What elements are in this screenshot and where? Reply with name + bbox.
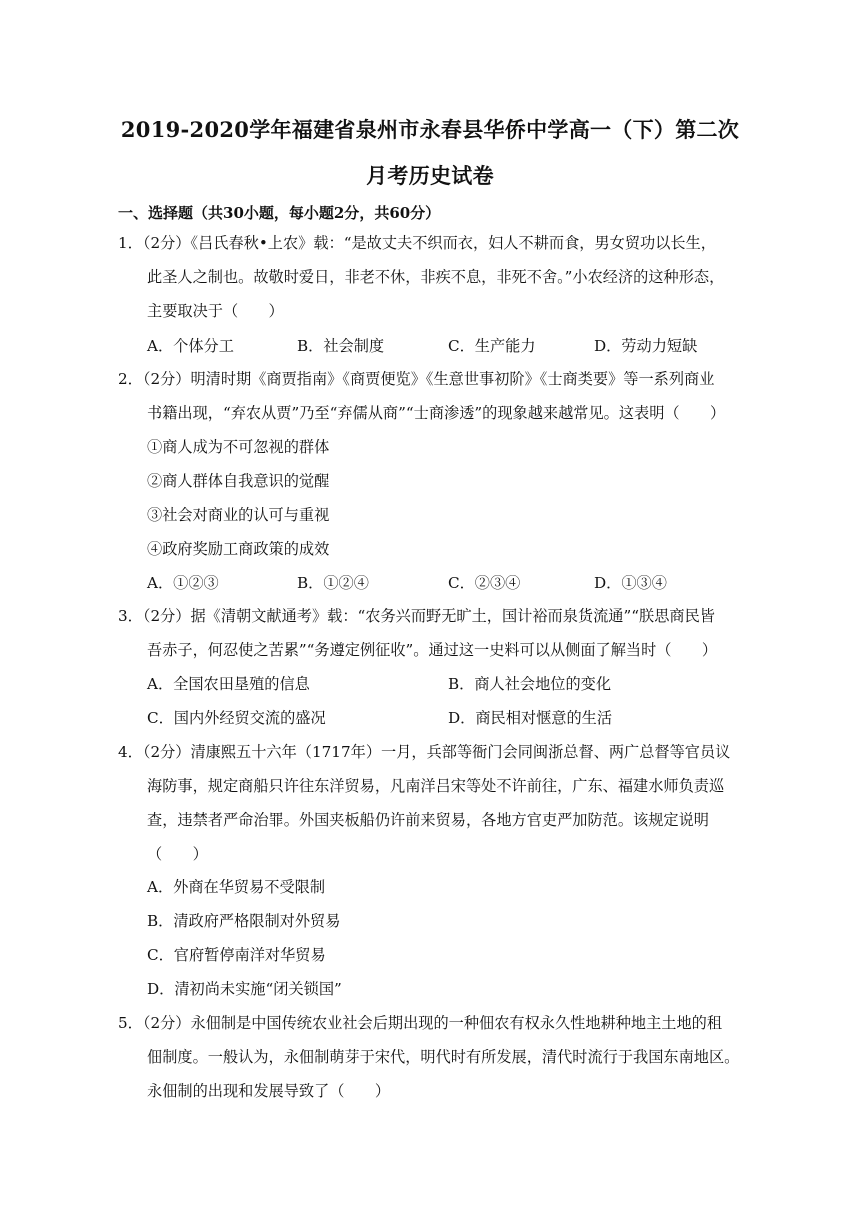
option-c: C．②③④ [448, 574, 521, 592]
question-text-line: 此圣人之制也。故敬时爱日，非老不休，非疾不息，非死不舍。”小农经济的这种形态， [147, 268, 725, 286]
question-text-line: 海防事，规定商船只许往东洋贸易，凡南洋吕宋等处不许前往，广东、福建水师负责巡 [147, 777, 725, 795]
option-a: A．个体分工 [147, 337, 234, 355]
option-a: A．①②③ [147, 574, 219, 592]
statement-1: ①商人成为不可忽视的群体 [147, 438, 330, 456]
question-text-line: 2．（2分）明清时期《商贾指南》《商贾便览》《生意世事初阶》《士商类要》等一系列商业 [118, 370, 715, 388]
exam-title-line-1: 2019-2020学年福建省泉州市永春县华侨中学高一（下）第二次 [120, 117, 740, 142]
question-text-line: 书籍出现，“弃农从贾”乃至“弃儒从商”“士商渗透”的现象越来越常见。这表明（ ） [147, 404, 726, 422]
option-b: B．商人社会地位的变化 [448, 675, 612, 693]
exam-title-line-2: 月考历史试卷 [366, 163, 494, 188]
option-a: A．全国农田垦殖的信息 [147, 675, 310, 693]
option-b: B．社会制度 [297, 337, 385, 355]
question-text-line: 查，违禁者严命治罪。外国夹板船仍许前来贸易，各地方官吏严加防范。该规定说明 [147, 811, 709, 829]
statement-2: ②商人群体自我意识的觉醒 [147, 472, 330, 490]
option-d: D．清初尚未实施“闭关锁国” [147, 980, 342, 998]
statement-4: ④政府奖励工商政策的成效 [147, 540, 330, 558]
option-c: C．国内外经贸交流的盛况 [147, 709, 326, 727]
option-a: A．外商在华贸易不受限制 [147, 878, 326, 896]
option-b: B．①②④ [297, 574, 369, 592]
question-text-line: 3．（2分）据《清朝文献通考》载：“农务兴而野无旷土，国计裕而泉货流通”“朕思商民皆 [118, 607, 715, 625]
option-c: C．生产能力 [448, 337, 536, 355]
question-text-line: 永佃制的出现和发展导致了（ ） [147, 1082, 390, 1100]
option-d: D．①③④ [594, 574, 667, 592]
question-text-line: 佃制度。一般认为，永佃制萌芽于宋代，明代时有所发展，清代时流行于我国东南地区。 [147, 1048, 740, 1066]
question-text-line: 主要取决于（ ） [147, 302, 284, 320]
question-text-line: （ ） [147, 845, 208, 863]
option-c: C．官府暂停南洋对华贸易 [147, 946, 326, 964]
option-d: D．劳动力短缺 [594, 337, 698, 355]
question-text-line: 4．（2分）清康熙五十六年（1717年）一月，兵部等衙门会同闽浙总督、两广总督等官员议 [118, 743, 731, 761]
option-b: B．清政府严格限制对外贸易 [147, 912, 341, 930]
section-heading: 一、选择题（共30小题，每小题2分，共60分） [118, 204, 441, 222]
question-text-line: 1．（2分）《吕氏春秋•上农》载：“是故丈夫不织而衣，妇人不耕而食，男女贸功以长生， [118, 234, 716, 252]
statement-3: ③社会对商业的认可与重视 [147, 506, 330, 524]
question-text-line: 5．（2分）永佃制是中国传统农业社会后期出现的一种佃农有权永久性地耕种地主土地的租 [118, 1014, 723, 1032]
question-text-line: 吾赤子，何忍使之苦累”“务遵定例征收”。通过这一史料可以从侧面了解当时（ ） [147, 641, 718, 659]
option-d: D．商民相对惬意的生活 [448, 709, 613, 727]
